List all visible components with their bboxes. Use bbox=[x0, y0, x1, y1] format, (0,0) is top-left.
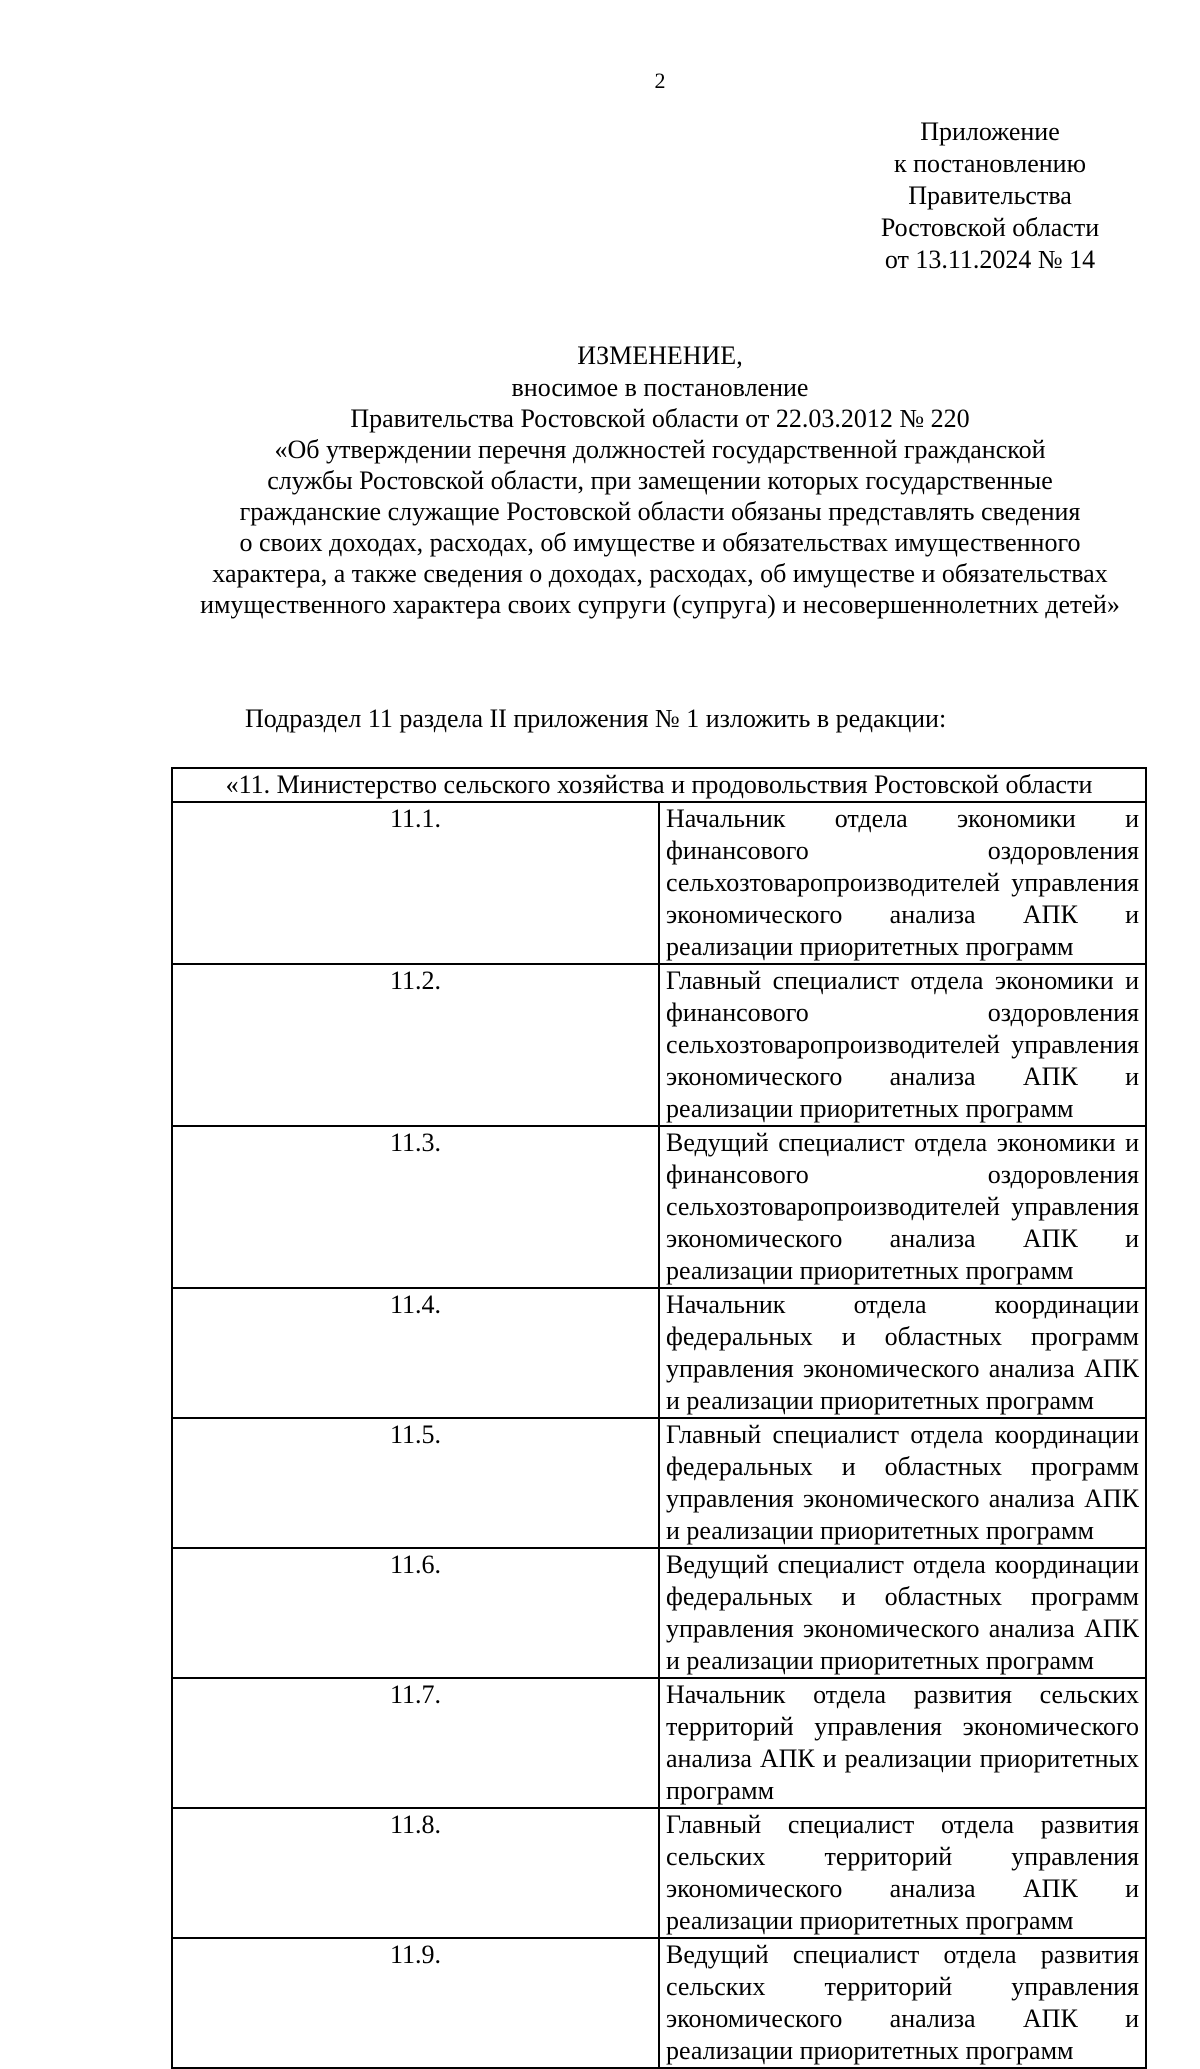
appendix-line: Ростовской области bbox=[880, 213, 1100, 242]
row-text: Ведущий специалист отдела развития сельских территорий управления экономического анализа АПК и реализации приоритетных программ bbox=[659, 1938, 1146, 2068]
table-row bbox=[172, 1548, 1146, 1678]
row-number: 11.4. bbox=[172, 1288, 659, 1418]
row-number: 11.9. bbox=[172, 1938, 659, 2068]
row-text: Начальник отдела экономики и финансового оздоровления сельхозтоваропроизводителей управления экономического анализа АПК и реализации приоритетных программ bbox=[659, 802, 1146, 964]
table-row bbox=[172, 1288, 1146, 1418]
title-line: о своих доходах, расходах, об имуществе и обязательствах имущественного bbox=[239, 528, 1081, 557]
title-heading: ИЗМЕНЕНИЕ, bbox=[577, 341, 743, 370]
table-row bbox=[172, 1418, 1146, 1548]
row-number: 11.1. bbox=[172, 802, 659, 964]
row-number: 11.3. bbox=[172, 1126, 659, 1288]
row-text: Начальник отдела координации федеральных и областных программ управления экономического анализа АПК и реализации приоритетных программ bbox=[659, 1288, 1146, 1418]
table-row bbox=[172, 1938, 1146, 2068]
title-line: службы Ростовской области, при замещении которых государственные bbox=[267, 466, 1053, 495]
appendix-line: Приложение bbox=[920, 117, 1060, 146]
title-line: Правительства Ростовской области от 22.03.2012 № 220 bbox=[350, 404, 970, 433]
row-text: Главный специалист отдела экономики и финансового оздоровления сельхозтоваропроизводителей управления экономического анализа АПК и реализации приоритетных программ bbox=[659, 964, 1146, 1126]
table-row bbox=[172, 802, 1146, 964]
title-line: характера, а также сведения о доходах, расходах, об имуществе и обязательствах bbox=[212, 559, 1108, 588]
title-line: имущественного характера своих супруги (супруга) и несовершеннолетних детей» bbox=[200, 590, 1120, 619]
appendix-line: Правительства bbox=[908, 181, 1072, 210]
table-row bbox=[172, 1126, 1146, 1288]
row-text: Ведущий специалист отдела координации федеральных и областных программ управления экономического анализа АПК и реализации приоритетных программ bbox=[659, 1548, 1146, 1678]
row-number: 11.5. bbox=[172, 1418, 659, 1548]
table-row bbox=[172, 964, 1146, 1126]
title-line: гражданские служащие Ростовской области обязаны представлять сведения bbox=[239, 497, 1081, 526]
title-line: вносимое в постановление bbox=[511, 373, 809, 402]
table-row bbox=[172, 1808, 1146, 1938]
table-header-row bbox=[172, 768, 1146, 802]
row-number: 11.8. bbox=[172, 1808, 659, 1938]
document-title bbox=[0, 340, 1200, 620]
positions-table bbox=[171, 767, 1147, 2069]
row-number: 11.7. bbox=[172, 1678, 659, 1808]
row-number: 11.6. bbox=[172, 1548, 659, 1678]
appendix-line: от 13.11.2024 № 14 bbox=[884, 245, 1096, 274]
page-number: 2 bbox=[654, 68, 666, 93]
row-text: Главный специалист отдела развития сельских территорий управления экономического анализа АПК и реализации приоритетных программ bbox=[659, 1808, 1146, 1938]
row-text: Начальник отдела развития сельских территорий управления экономического анализа АПК и реализации приоритетных программ bbox=[659, 1678, 1146, 1808]
row-text: Ведущий специалист отдела экономики и финансового оздоровления сельхозтоваропроизводителей управления экономического анализа АПК и реализации приоритетных программ bbox=[659, 1126, 1146, 1288]
row-text: Главный специалист отдела координации федеральных и областных программ управления экономического анализа АПК и реализации приоритетных программ bbox=[659, 1418, 1146, 1548]
table-header-cell: «11. Министерство сельского хозяйства и продовольствия Ростовской области bbox=[172, 768, 1146, 802]
row-number: 11.2. bbox=[172, 964, 659, 1126]
intro-paragraph: Подраздел 11 раздела II приложения № 1 изложить в редакции: bbox=[245, 704, 947, 733]
appendix-line: к постановлению bbox=[893, 149, 1087, 178]
appendix-block bbox=[840, 116, 1140, 276]
title-line: «Об утверждении перечня должностей государственной гражданской bbox=[274, 435, 1046, 464]
